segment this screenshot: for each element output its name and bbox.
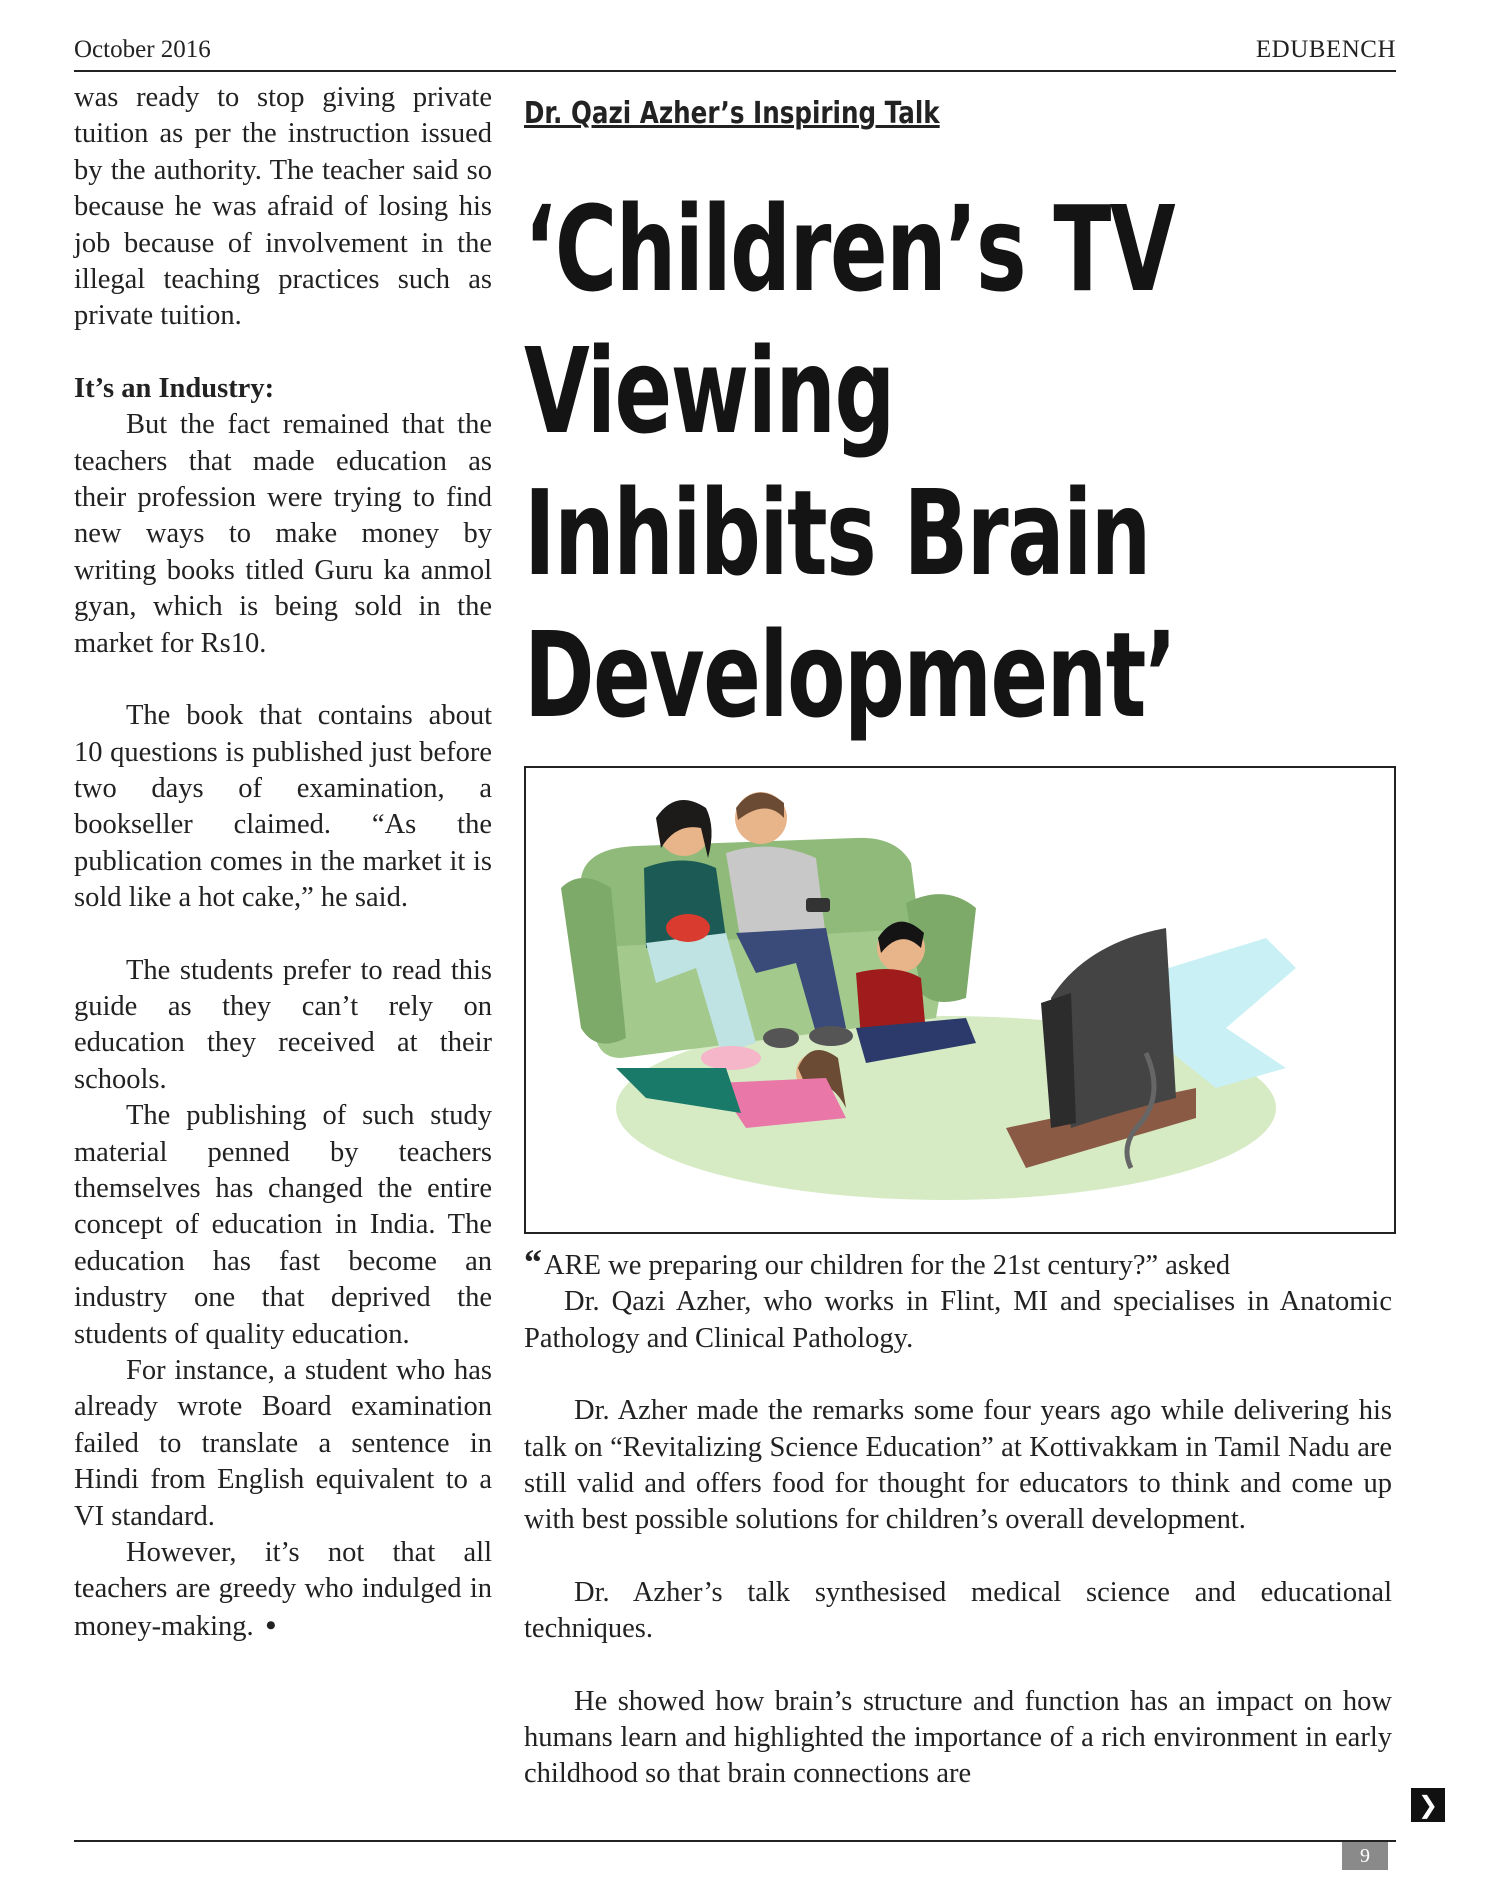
left-paragraph-2: But the fact remained that the teachers that made education as their profession were trying to find new ways to make money by writing books titled Guru ka anmol gyan, which is being sold in the market for Rs10. <box>74 409 492 659</box>
man-shoes-shape <box>809 1026 853 1046</box>
magazine-name: EDUBENCH <box>1255 36 1396 63</box>
section-subhead: It’s an Industry: <box>74 372 275 404</box>
issue-date: October 2016 <box>74 36 211 63</box>
headline-line-2: Viewing <box>524 322 894 460</box>
left-paragraph-6: For instance, a student who has already wrote Board examination failed to translate a sentence in Hindi from English equivalent to a VI standard. <box>74 1355 492 1532</box>
headline-line-1: ‘Children’s TV <box>524 180 1175 318</box>
page-number: 9 <box>1342 1842 1388 1870</box>
lead-paragraph-rest <box>524 1284 1392 1357</box>
lead-rest-text: Dr. Qazi Azher, who works in Flint, MI and specialises in Anatomic Pathology and Clinical Pathology. <box>524 1286 1392 1354</box>
article-paragraph-4: He showed how brain’s structure and function has an impact on how humans learn and highlighted the importance of a rich environment in early childhood so that brain connections are <box>524 1685 1392 1790</box>
family-watching-tv-illustration <box>524 766 1396 1234</box>
end-of-article-mark: • <box>265 1608 277 1642</box>
article-headline <box>524 178 1176 746</box>
left-column <box>74 80 492 1645</box>
left-paragraph-5: The publishing of such study material penned by teachers themselves has changed the entire concept of education in India. The education has fast become an industry one that deprived the students of quality education. <box>74 1100 492 1350</box>
headline-line-3: Inhibits Brain <box>524 464 1150 602</box>
woman-slippers-shape <box>701 1046 761 1070</box>
footer-rule <box>74 1840 1396 1842</box>
opening-quote-mark: “ <box>524 1242 542 1282</box>
popcorn-bowl-shape <box>666 914 710 942</box>
article-paragraph-2: Dr. Azher made the remarks some four years ago while delivering his talk on “Revitalizing Science Education” at Kottivakkam in Tamil Nadu are still valid and offers food for thought for educators to think and come up with best possible solutions for children’s overall development. <box>524 1395 1392 1536</box>
left-paragraph-7 <box>74 1535 492 1645</box>
article-paragraph-3: Dr. Azher’s talk synthesised medical science and educational techniques. <box>524 1576 1392 1645</box>
article-kicker: Dr. Qazi Azher’s Inspiring Talk <box>524 96 940 131</box>
man-shoe-left-shape <box>763 1028 799 1048</box>
page-header <box>74 34 1396 72</box>
chevron-right-icon[interactable]: ❯ <box>1411 1788 1445 1822</box>
left-paragraph-7-text: However, it’s not that all teachers are greedy who indulged in money-making. <box>74 1537 492 1642</box>
left-paragraph-3: The book that contains about 10 questions is published just before two days of examination, a bookseller claimed. “As the publication comes in the market it is sold like a hot cake,” he said. <box>74 700 492 914</box>
right-column <box>524 1244 1392 1793</box>
left-paragraph-4: The students prefer to read this guide as they can’t rely on education they received at their schools. <box>74 954 492 1095</box>
lead-rest-indent <box>524 1286 564 1317</box>
lead-first-text: ARE we preparing our children for the 21st century?” asked <box>544 1250 1231 1281</box>
headline-line-4: Development’ <box>524 606 1176 744</box>
remote-control-shape <box>806 898 830 912</box>
tv-family-illustration-svg <box>526 768 1394 1232</box>
man-shirt-shape <box>726 847 826 943</box>
lead-paragraph-first-line <box>524 1244 1392 1284</box>
left-paragraph-1: was ready to stop giving private tuition as per the instruction issued by the authority. The teacher said so because he was afraid of losing his job because of involvement in the illegal teaching practices such as private tuition. <box>74 82 492 332</box>
